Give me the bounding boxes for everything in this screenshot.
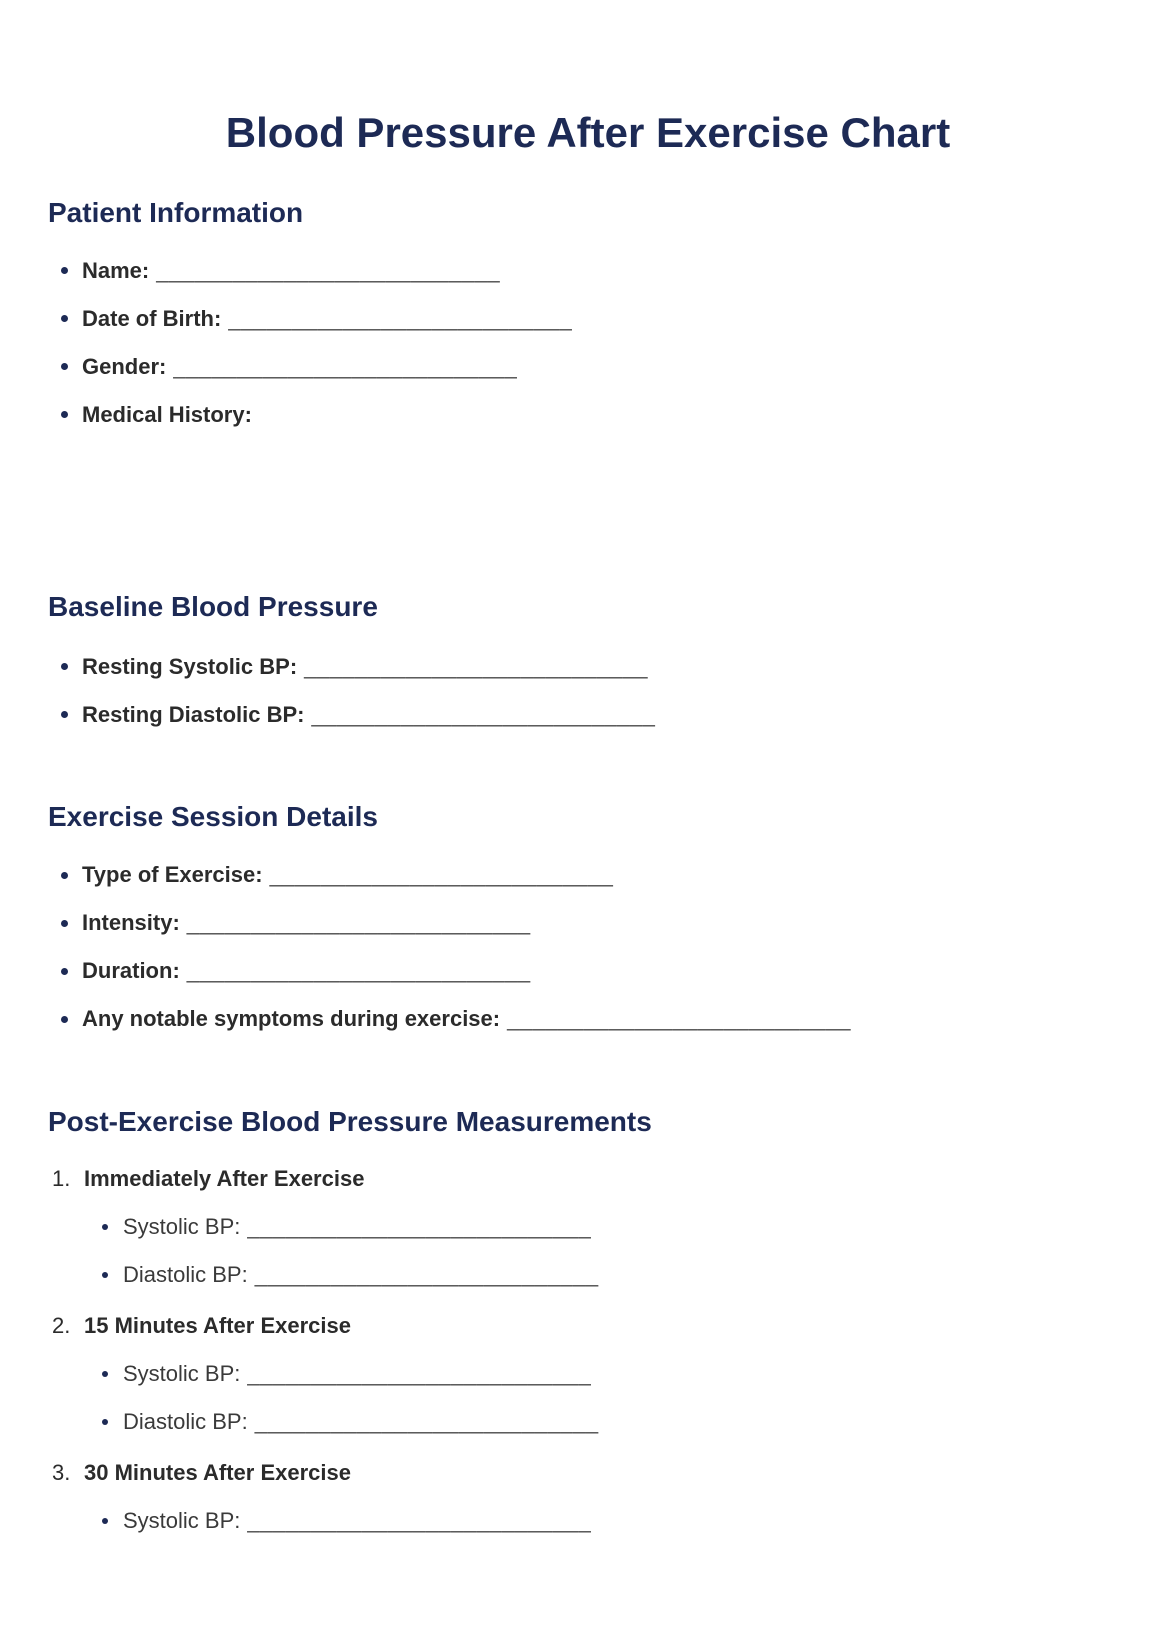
entry-title-row <box>48 1302 1128 1350</box>
blank-line: ___________________________ <box>156 257 501 283</box>
bullet-icon <box>102 1224 108 1230</box>
field-label: Medical History: <box>82 401 252 427</box>
field-label: Any notable symptoms during exercise: <box>82 1006 501 1032</box>
field-label: Name: <box>82 257 150 283</box>
field-label: Type of Exercise: <box>82 862 263 888</box>
bullet-icon <box>61 663 68 670</box>
document-title: Blood Pressure After Exercise Chart <box>225 109 951 156</box>
blank-line: ___________________________ <box>247 1214 592 1240</box>
field-label: Resting Diastolic BP: <box>82 701 305 727</box>
field-row-systolic <box>48 1497 1128 1545</box>
blank-line: ___________________________ <box>311 701 656 727</box>
field-label: Duration: <box>82 958 180 984</box>
bullet-icon <box>61 711 68 718</box>
baseline-blood-pressure-heading: Baseline Blood Pressure <box>48 590 378 622</box>
bullet-icon <box>61 1016 68 1023</box>
field-row-medical-history <box>48 391 1128 439</box>
field-label: Intensity: <box>82 910 180 936</box>
post-exercise-measurements-heading: Post-Exercise Blood Pressure Measurements <box>48 1106 652 1138</box>
blank-line: ___________________________ <box>228 305 573 331</box>
entry-number: 2. <box>52 1313 71 1339</box>
bullet-icon <box>61 920 68 927</box>
field-row-gender <box>48 343 1128 391</box>
blank-line: ___________________________ <box>247 1361 592 1387</box>
bullet-icon <box>61 363 68 370</box>
field-label: Diastolic BP: <box>123 1409 248 1435</box>
patient-information-heading: Patient Information <box>48 197 304 228</box>
field-row-resting-systolic <box>48 643 1128 691</box>
post-exercise-entries <box>48 1155 1128 1545</box>
blank-line: ___________________________ <box>304 653 649 679</box>
bullet-icon <box>61 267 68 274</box>
patient-information-list <box>48 247 1128 439</box>
blank-line: ___________________________ <box>186 910 531 936</box>
field-label: Systolic BP: <box>123 1508 241 1534</box>
field-row-diastolic <box>48 1251 1128 1299</box>
field-row-systolic <box>48 1203 1128 1251</box>
entry-title-row <box>48 1155 1128 1203</box>
blank-line: ___________________________ <box>269 862 614 888</box>
field-label: Date of Birth: <box>82 305 222 331</box>
bullet-icon <box>61 411 68 418</box>
exercise-session-details-list <box>48 851 1128 1043</box>
blank-line: ___________________________ <box>254 1262 599 1288</box>
bullet-icon <box>61 872 68 879</box>
bullet-icon <box>61 968 68 975</box>
blank-line: ___________________________ <box>247 1508 592 1534</box>
entry-title: Immediately After Exercise <box>84 1166 365 1192</box>
entry-immediately-after <box>48 1155 1128 1299</box>
entry-title-row <box>48 1449 1128 1497</box>
bullet-icon <box>102 1419 108 1425</box>
field-row-symptoms <box>48 995 1128 1043</box>
entry-title: 30 Minutes After Exercise <box>84 1460 351 1486</box>
blank-line: ___________________________ <box>186 958 531 984</box>
bullet-icon <box>102 1371 108 1377</box>
baseline-blood-pressure-list <box>48 643 1128 739</box>
entry-30-minutes-after <box>48 1449 1128 1545</box>
blank-line: ___________________________ <box>254 1409 599 1435</box>
field-label: Resting Systolic BP: <box>82 653 298 679</box>
field-row-date-of-birth <box>48 295 1128 343</box>
field-label: Systolic BP: <box>123 1361 241 1387</box>
field-row-diastolic <box>48 1398 1128 1446</box>
field-label: Gender: <box>82 353 167 379</box>
field-row-resting-diastolic <box>48 691 1128 739</box>
field-row-name <box>48 247 1128 295</box>
blank-line: ___________________________ <box>507 1006 851 1032</box>
bullet-icon <box>61 315 68 322</box>
field-row-intensity <box>48 899 1128 947</box>
exercise-session-details-heading: Exercise Session Details <box>48 800 378 832</box>
blank-line: ___________________________ <box>173 353 518 379</box>
field-label: Diastolic BP: <box>123 1262 248 1288</box>
bullet-icon <box>102 1272 108 1278</box>
entry-15-minutes-after <box>48 1302 1128 1446</box>
bullet-icon <box>102 1518 108 1524</box>
field-label: Systolic BP: <box>123 1214 241 1240</box>
field-row-systolic <box>48 1350 1128 1398</box>
field-row-type-of-exercise <box>48 851 1128 899</box>
field-row-duration <box>48 947 1128 995</box>
entry-number: 3. <box>52 1460 71 1486</box>
entry-title: 15 Minutes After Exercise <box>84 1313 351 1339</box>
entry-number: 1. <box>52 1166 71 1192</box>
